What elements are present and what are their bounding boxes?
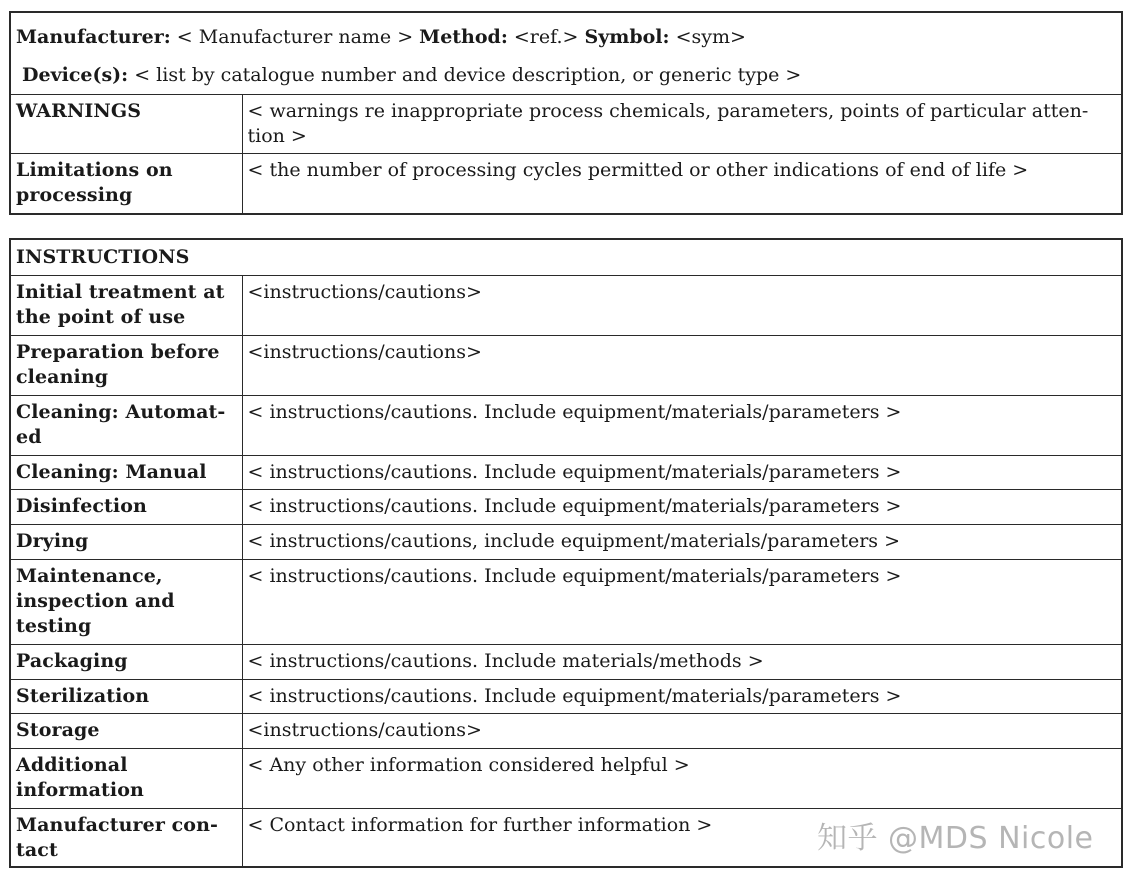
row-label-cleaning-automated: Cleaning: Automat-ed [10,395,242,455]
table-row [10,644,1122,679]
row-label-manufacturer-contact: Manufacturer con-tact [10,808,242,867]
warnings-row [10,95,1122,154]
instructions-title: INSTRUCTIONS [10,239,1122,275]
devices-label: Device(s): [22,64,129,86]
method-value: <ref.> [507,26,585,48]
row-value-maintenance: < instructions/cautions. Include equipment/materials/parameters > [242,559,1122,644]
row-label-disinfection: Disinfection [10,489,242,524]
row-label-storage: Storage [10,713,242,748]
table-row [10,489,1122,524]
instructions-header-row [10,239,1122,275]
row-label-initial-treatment: Initial treatment at the point of use [10,275,242,335]
device-info-table [9,11,1123,215]
limitations-value: < the number of processing cycles permitted or other indications of end of life > [242,154,1122,214]
table-row [10,395,1122,455]
manufacturer-value: < Manufacturer name > [170,26,420,48]
row-value-additional-info: < Any other information considered helpful > [242,748,1122,808]
method-label: Method: [419,26,508,48]
row-value-disinfection: < instructions/cautions. Include equipment/materials/parameters > [242,489,1122,524]
instructions-table [9,238,1123,868]
manufacturer-line [16,18,1116,56]
row-value-packaging: < instructions/cautions. Include materials/methods > [242,644,1122,679]
devices-value: < list by catalogue number and device description, or generic type > [128,64,802,86]
table-row [10,275,1122,335]
row-value-preparation: <instructions/cautions> [242,335,1122,395]
row-value-sterilization: < instructions/cautions. Include equipment/materials/parameters > [242,679,1122,713]
symbol-label: Symbol: [584,26,670,48]
warnings-value: < warnings re inappropriate process chemicals, parameters, points of particular atten-tion > [242,95,1122,154]
row-label-sterilization: Sterilization [10,679,242,713]
table-row [10,748,1122,808]
row-value-cleaning-automated: < instructions/cautions. Include equipment/materials/parameters > [242,395,1122,455]
table-row [10,679,1122,713]
table-row [10,335,1122,395]
table-row [10,524,1122,559]
row-value-cleaning-manual: < instructions/cautions. Include equipment/materials/parameters > [242,455,1122,489]
row-value-manufacturer-contact: < Contact information for further information > [242,808,1122,867]
symbol-value: <sym> [669,26,746,48]
row-label-packaging: Packaging [10,644,242,679]
row-label-drying: Drying [10,524,242,559]
row-value-initial-treatment: <instructions/cautions> [242,275,1122,335]
header-row [10,12,1122,95]
limitations-label: Limitations on processing [10,154,242,214]
row-label-preparation: Preparation before cleaning [10,335,242,395]
row-label-maintenance: Maintenance, inspection and testing [10,559,242,644]
limitations-row [10,154,1122,214]
watermark: 知乎 @MDS Nicole [817,821,1094,856]
warnings-label: WARNINGS [10,95,242,154]
table-row [10,455,1122,489]
devices-line [16,56,1116,94]
header-cell [10,12,1122,95]
table-row [10,559,1122,644]
table-row [10,713,1122,748]
row-value-storage: <instructions/cautions> [242,713,1122,748]
row-value-drying: < instructions/cautions, include equipment/materials/parameters > [242,524,1122,559]
row-label-additional-info: Additional information [10,748,242,808]
row-label-cleaning-manual: Cleaning: Manual [10,455,242,489]
manufacturer-label: Manufacturer: [16,26,171,48]
